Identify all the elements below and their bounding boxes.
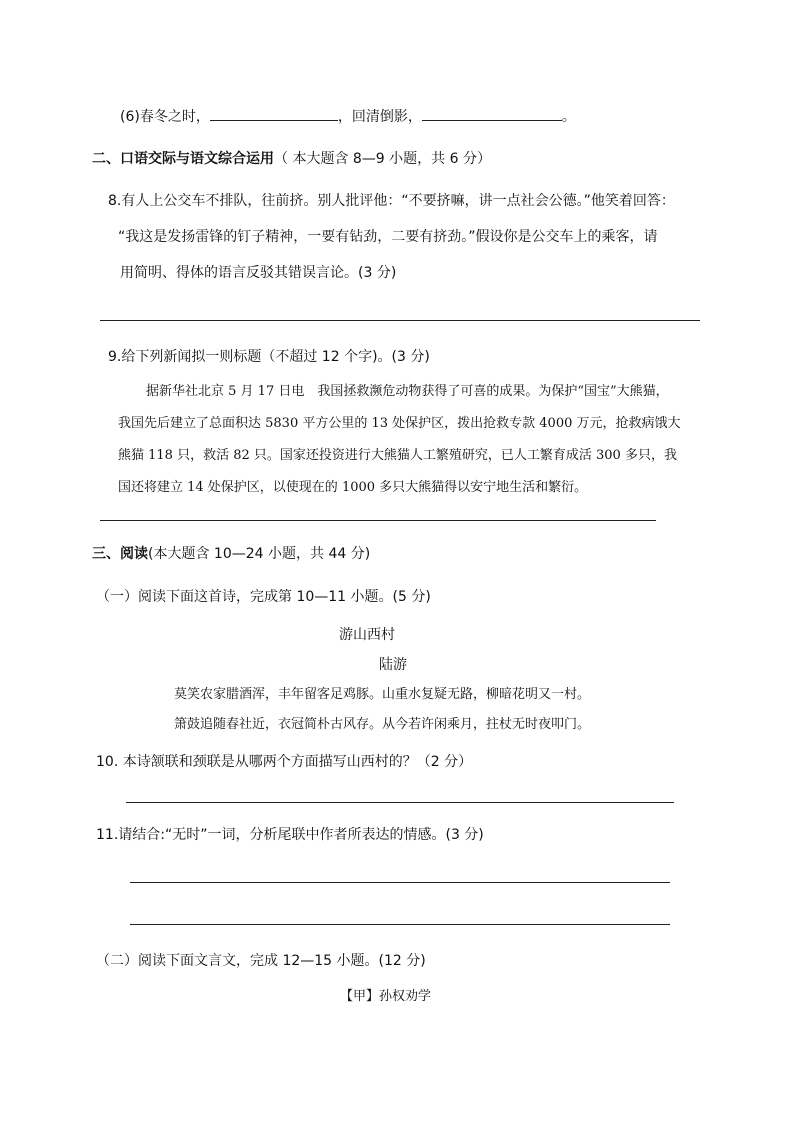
q8-answer-line[interactable] — [100, 320, 700, 321]
poem-line-1: 莫笑农家腊酒浑，丰年留客足鸡豚。山重水复疑无路，柳暗花明又一村。 — [174, 687, 591, 702]
q9-news-line-4: 国还将建立 14 处保护区，以使现在的 1000 多只大熊猫得以安宁地生活和繁衍。 — [118, 480, 588, 495]
section2-heading — [92, 150, 491, 168]
section3-heading — [92, 545, 370, 563]
q9-answer-line[interactable] — [100, 520, 656, 521]
q11-prompt: 11.请结合:“无时”一词，分析尾联中作者所表达的情感。(3 分) — [96, 827, 484, 843]
section2-title: 二、口语交际与语文综合运用 — [92, 151, 274, 167]
passage-title: 【甲】孙权劝学 — [340, 989, 432, 1004]
q6-blank-2[interactable] — [422, 108, 562, 121]
q8-line-1: 8.有人上公交车不排队，往前挤。别人批评他：“不要挤嘛，讲一点社会公德。”他笑着回答： — [108, 193, 675, 209]
q6-suffix: 。 — [561, 109, 576, 125]
poem-author: 陆游 — [379, 657, 407, 673]
section2-note: （ 本大题含 8—9 小题，共 6 分） — [274, 151, 491, 167]
q9-news-line-2: 我国先后建立了总面积达 5830 平方公里的 13 处保护区，拨出抢救专款 4000 万元，抢救病饿大 — [118, 416, 681, 431]
q6-line — [120, 108, 576, 126]
poem-title: 游山西村 — [339, 627, 395, 643]
q10-prompt: 10. 本诗颔联和颈联是从哪两个方面描写山西村的？（2 分） — [96, 754, 473, 770]
section3-note: (本大题含 10—24 小题，共 44 分) — [148, 546, 371, 562]
q9-prompt: 9.给下列新闻拟一则标题（不超过 12 个字)。(3 分) — [108, 349, 430, 365]
q6-prefix: (6)春冬之时， — [120, 109, 210, 125]
part1-heading: （一）阅读下面这首诗，完成第 10—11 小题。(5 分) — [96, 589, 431, 605]
q8-line-2: “我这是发扬雷锋的钉子精神，一要有钻劲，二要有挤劲。”假设你是公交车上的乘客，请 — [118, 229, 658, 245]
q11-answer-line-2[interactable] — [130, 924, 670, 925]
q6-blank-1[interactable] — [210, 108, 338, 121]
poem-line-2: 箫鼓追随春社近，衣冠简朴古风存。从今若许闲乘月，拄杖无时夜叩门。 — [174, 717, 591, 732]
q9-news-line-3: 熊猫 118 只，救活 82 只。国家还投资进行大熊猫人工繁殖研究，已人工繁育成活 300 多只，我 — [118, 448, 677, 463]
q11-answer-line-1[interactable] — [130, 882, 670, 883]
q6-middle: ，回清倒影， — [337, 109, 422, 125]
q9-news-line-1: 据新华社北京 5 月 17 日电 我国拯救濒危动物获得了可喜的成果。为保护“国宝”大熊猫， — [146, 384, 669, 399]
part2-heading: （二）阅读下面文言文，完成 12—15 小题。(12 分) — [96, 953, 426, 969]
q10-answer-line[interactable] — [126, 802, 674, 803]
q8-line-3: 用简明、得体的语言反驳其错误言论。(3 分) — [120, 265, 397, 281]
section3-title: 三、阅读 — [92, 546, 148, 562]
